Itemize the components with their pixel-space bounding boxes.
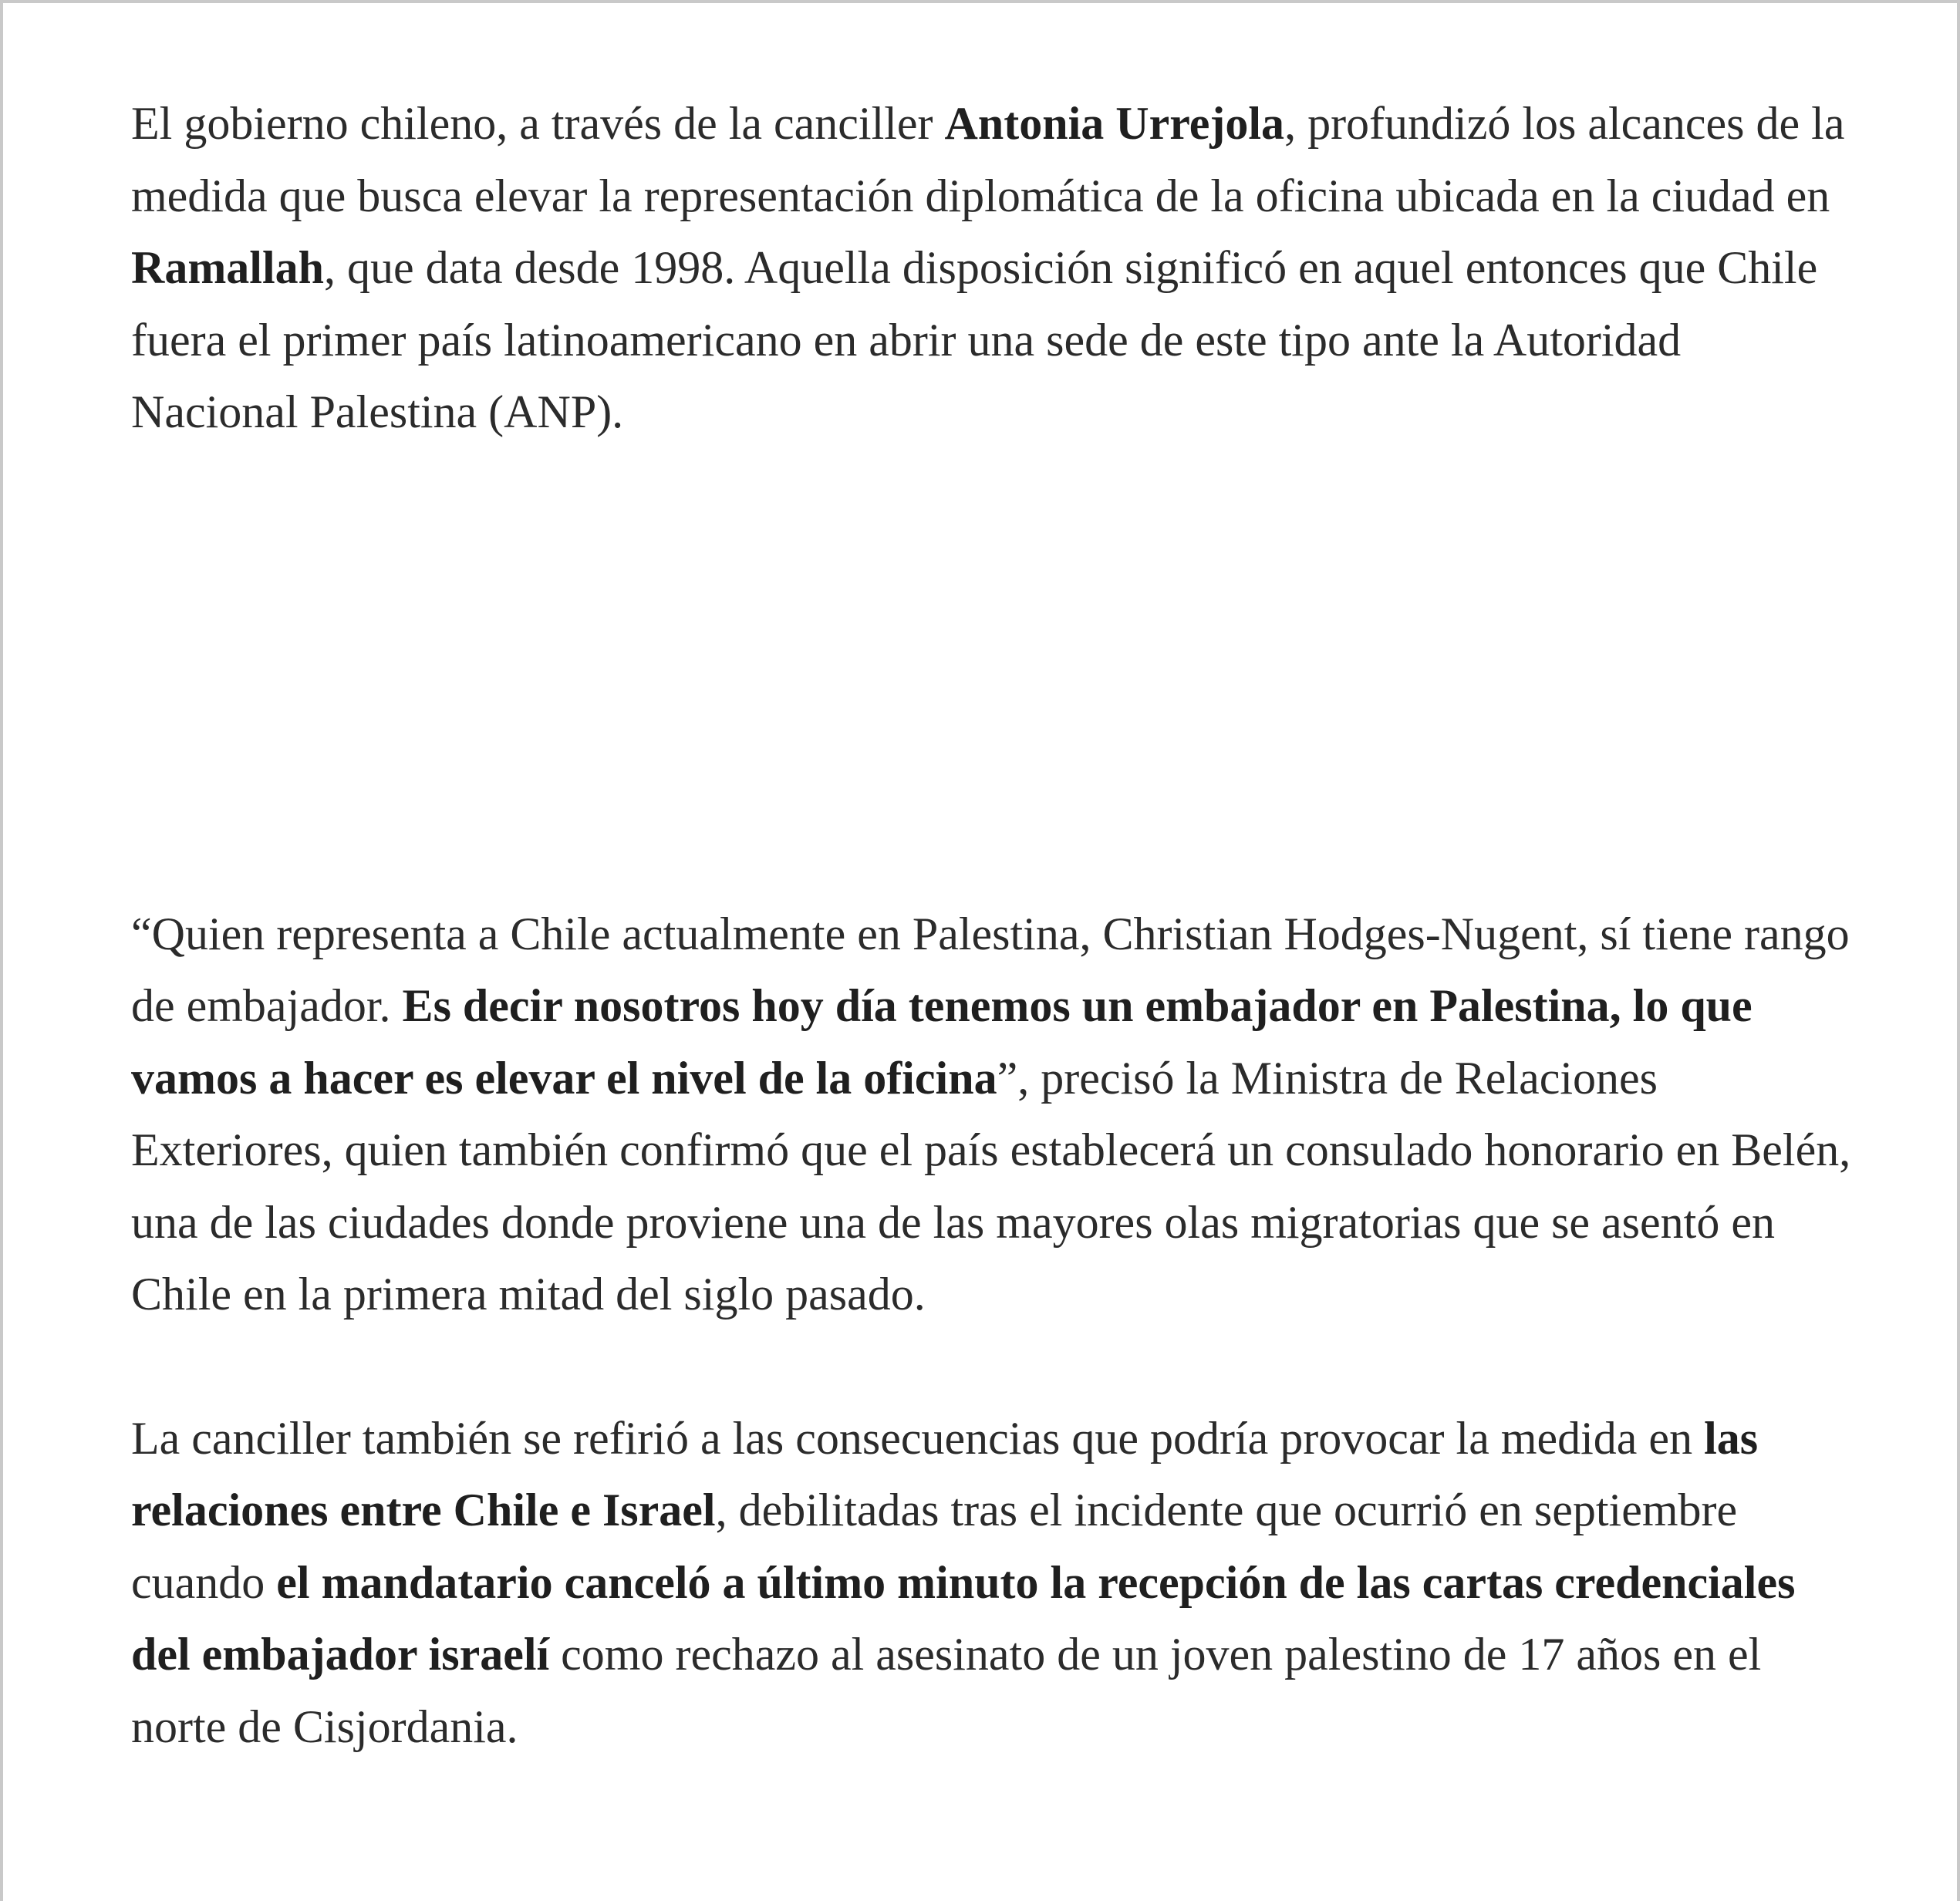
bold-cartas-credenciales: el mandatario canceló a último minuto la recepción de las cartas credenciales del embajador israelí [131,1556,1796,1680]
paragraph-urrejola-ramallah [131,88,1859,449]
paragraph-relaciones-israel [131,1403,1859,1764]
paragraph-text: como rechazo al asesinato de un joven palestino de 17 años en el norte de Cisjordania. [131,1629,1762,1752]
paragraph-text: La canciller también se refirió a las consecuencias que podría provocar la medida en [131,1412,1705,1464]
paragraph-text: , debilitadas tras el incidente que ocurrió en septiembre cuando [131,1485,1738,1608]
paragraph-text: , que data desde 1998. Aquella disposición significó en aquel entonces que Chile fuera el primer país latinoamericano en abrir una sede de este tipo ante la Autoridad Nacional Palestina (ANP). [131,242,1818,437]
paragraph-text: “Quien representa a Chile actualmente en Palestina, Christian Hodges-Nugent, sí tiene rango de embajador. [131,908,1850,1031]
paragraph-text: ”, precisó la Ministra de Relaciones Exteriores, quien también confirmó que el país establecerá un consulado honorario en Belén, una de las ciudades donde proviene una de las mayores olas migratorias que se asentó en Chile en la primera mitad del siglo pasado. [131,1052,1851,1320]
article-body [131,88,1859,1763]
paragraph-text: , profundizó los alcances de la medida que busca elevar la representación diplomática de la oficina ubicada en la ciudad en [131,98,1845,221]
bold-place-ramallah: Ramallah [131,242,325,293]
bold-quote: Es decir nosotros hoy día tenemos un embajador en Palestina, lo que vamos a hacer es elevar el nivel de la oficina [131,980,1753,1104]
bold-relaciones: las relaciones entre Chile e Israel [131,1412,1759,1535]
paragraph-embajador-quote [131,898,1859,1331]
bold-name-antonia-urrejola: Antonia Urrejola [944,98,1285,149]
paragraph-text: El gobierno chileno, a través de la canciller [131,98,945,149]
